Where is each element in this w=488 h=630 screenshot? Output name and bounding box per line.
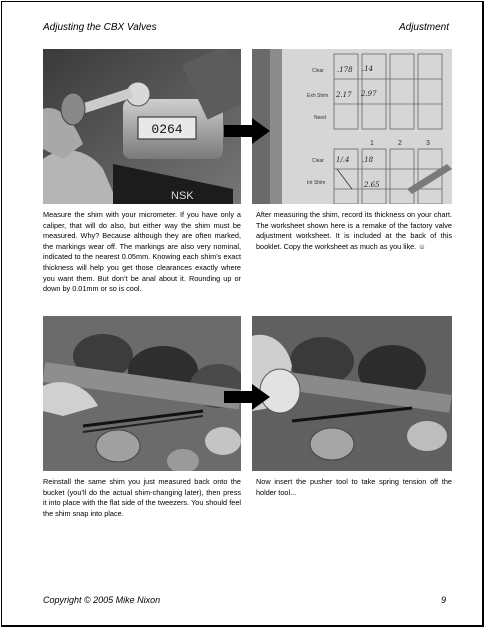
ws-col-3: 3	[426, 140, 430, 147]
caption-text: Measure the shim with your micrometer. If you have only a caliper, that will do also, but either way the shim must be measured. Why? Because although they are often marked, the markings wear off. The markings are also very nominal, indicated to the nearest 0.05mm. Knowing each shim’s exact thickness will help you get those clearances exactly where you want them. But don’t be anal about it. Rounding up or down by 0.01mm or so is cool.	[43, 210, 241, 294]
ws-label-exh-shim: Exh Shim	[307, 93, 329, 99]
micrometer-readout: 0264	[151, 122, 183, 137]
ws-val-7: 2.65	[364, 181, 380, 189]
ws-label-int-shim: Int Shim	[307, 180, 326, 186]
caption-text: Reinstall the same shim you just measured back onto the bucket (you’ll do the actual shim-changing later), then press it into place with the flat side of the tweezers. You should feel the shim snap into place.	[43, 477, 241, 518]
ws-label-clear-top: Clear	[312, 68, 324, 74]
ws-label-clear-bottom: Clear	[312, 158, 324, 164]
ws-val-4: 2.97	[361, 90, 377, 98]
caption-text: Now insert the pusher tool to take spring tension off the holder tool...	[256, 477, 452, 497]
ws-val-3: 2.17	[336, 91, 352, 99]
photo-worksheet	[252, 49, 452, 204]
arrow-right-icon	[224, 118, 270, 144]
photo-reinstall-shim	[43, 316, 241, 471]
caption-measure-shim	[43, 210, 241, 295]
ws-col-1: 1	[370, 140, 374, 147]
ws-val-6: .18	[362, 156, 374, 164]
arrow-right-icon	[224, 384, 270, 410]
photo-pusher-tool	[252, 316, 452, 471]
footer-page-number: 9	[440, 595, 446, 605]
ws-val-1: .178	[337, 66, 353, 74]
micrometer-brand: NSK	[171, 190, 194, 202]
photo-micrometer	[43, 49, 241, 204]
header-left-title: Adjusting the CBX Valves	[43, 22, 157, 33]
caption-text: After measuring the shim, record its thickness on your chart. The worksheet shown here is a remake of the factory valve adjustment worksheet. It is included at the back of this booklet. Copy the worksheet as much as you like. ☺	[256, 210, 452, 251]
ws-col-2: 2	[398, 140, 402, 147]
ws-label-need: Need	[314, 115, 326, 121]
footer-copyright: Copyright © 2005 Mike Nixon	[43, 595, 161, 605]
header-right-title: Adjustment	[398, 22, 449, 33]
caption-reinstall-shim	[43, 477, 241, 519]
ws-val-2: .14	[362, 65, 374, 73]
caption-record-thickness	[256, 210, 452, 252]
caption-insert-pusher	[256, 477, 452, 498]
ws-val-5: 1/.4	[336, 156, 350, 164]
